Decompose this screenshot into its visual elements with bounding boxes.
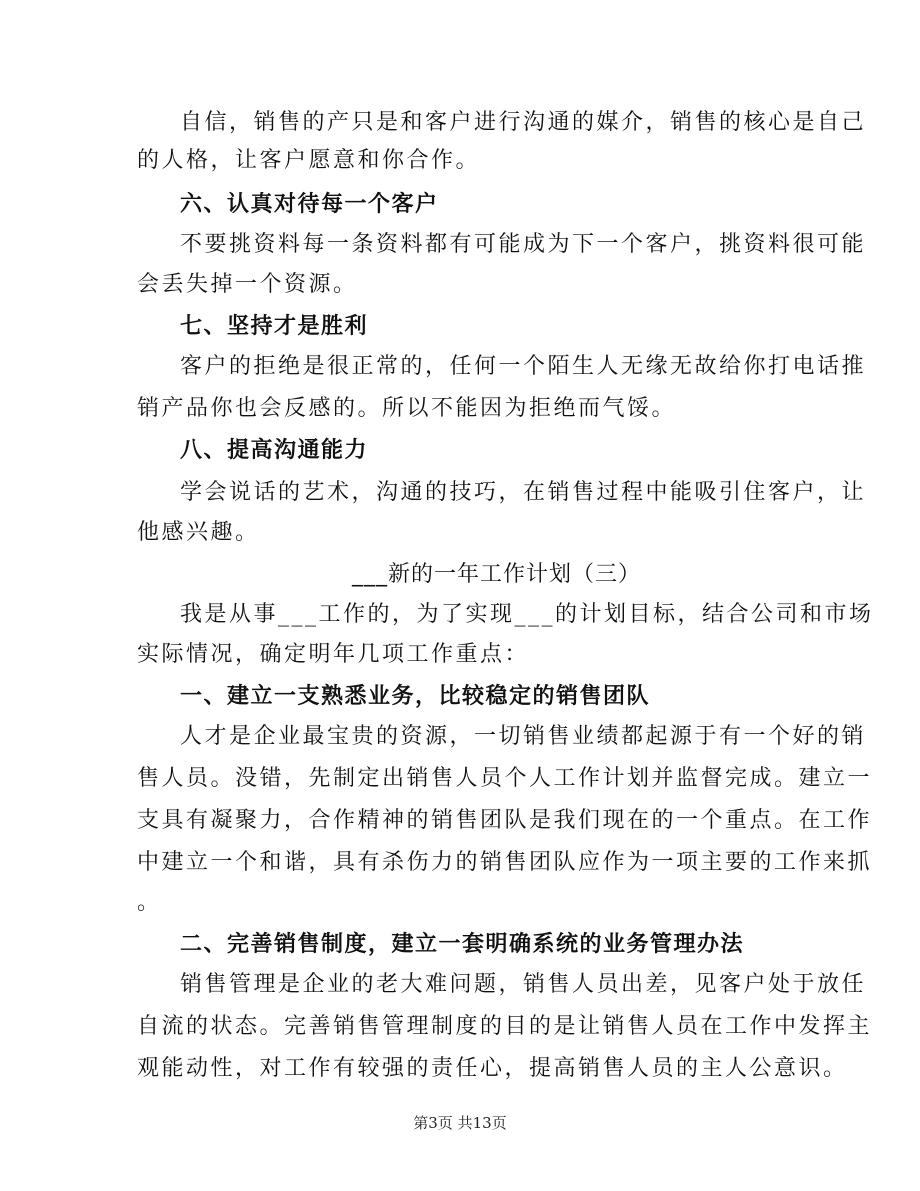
text-line: 实际情况，确定明年几项工作重点： bbox=[137, 642, 530, 667]
text-line: 。 bbox=[137, 890, 162, 915]
text-line: 售人员。没错，先制定出销售人员个人工作计划并监督完成。建立一 bbox=[137, 766, 873, 791]
text-line: 销产品你也会反感的。所以不能因为拒绝而气馁。 bbox=[137, 396, 677, 421]
text-line: 自信，销售的产只是和客户进行沟通的媒介，销售的核心是自己 bbox=[180, 110, 867, 135]
text-line: 不要挑资料每一条资料都有可能成为下一个客户，挑资料很可能 bbox=[180, 232, 867, 257]
heading-text: 八、提高沟通能力 bbox=[180, 438, 369, 463]
heading-text: 七、坚持才是胜利 bbox=[180, 314, 369, 339]
text-line: 他感兴趣。 bbox=[137, 520, 260, 545]
text-line: 会丢失掉一个资源。 bbox=[137, 272, 358, 297]
page-number: 第3页 共13页 bbox=[413, 1114, 507, 1132]
heading-text: 一、建立一支熟悉业务，比较稳定的销售团队 bbox=[180, 684, 651, 709]
text-line: 支具有凝聚力，合作精神的销售团队是我们现在的一个重点。在工作 bbox=[137, 808, 873, 833]
text-line: 中建立一个和谐，具有杀伤力的销售团队应作为一项主要的工作来抓 bbox=[137, 850, 873, 875]
heading-text: 二、完善销售制度，建立一套明确系统的业务管理办法 bbox=[180, 932, 745, 957]
text-line: 人才是企业最宝贵的资源，一切销售业绩都起源于有一个好的销 bbox=[180, 724, 867, 749]
text-line: 我是从事___工作的，为了实现___的计划目标，结合公司和市场 bbox=[180, 602, 874, 627]
heading-text: 六、认真对待每一个客户 bbox=[180, 192, 439, 217]
text-line: 自流的状态。完善销售管理制度的目的是让销售人员在工作中发挥主 bbox=[137, 1014, 873, 1039]
text-line: 的人格，让客户愿意和你合作。 bbox=[137, 148, 481, 173]
text-line: 销售管理是企业的老大难问题，销售人员出差，见客户处于放任 bbox=[180, 972, 867, 997]
text-line: 学会说话的艺术，沟通的技巧，在销售过程中能吸引住客户，让 bbox=[180, 480, 867, 505]
title-text: ___新的一年工作计划（三） bbox=[352, 562, 642, 587]
text-line: 观能动性，对工作有较强的责任心，提高销售人员的主人公意识。 bbox=[137, 1056, 848, 1081]
text-line: 客户的拒绝是很正常的，任何一个陌生人无缘无故给你打电话推 bbox=[180, 354, 867, 379]
